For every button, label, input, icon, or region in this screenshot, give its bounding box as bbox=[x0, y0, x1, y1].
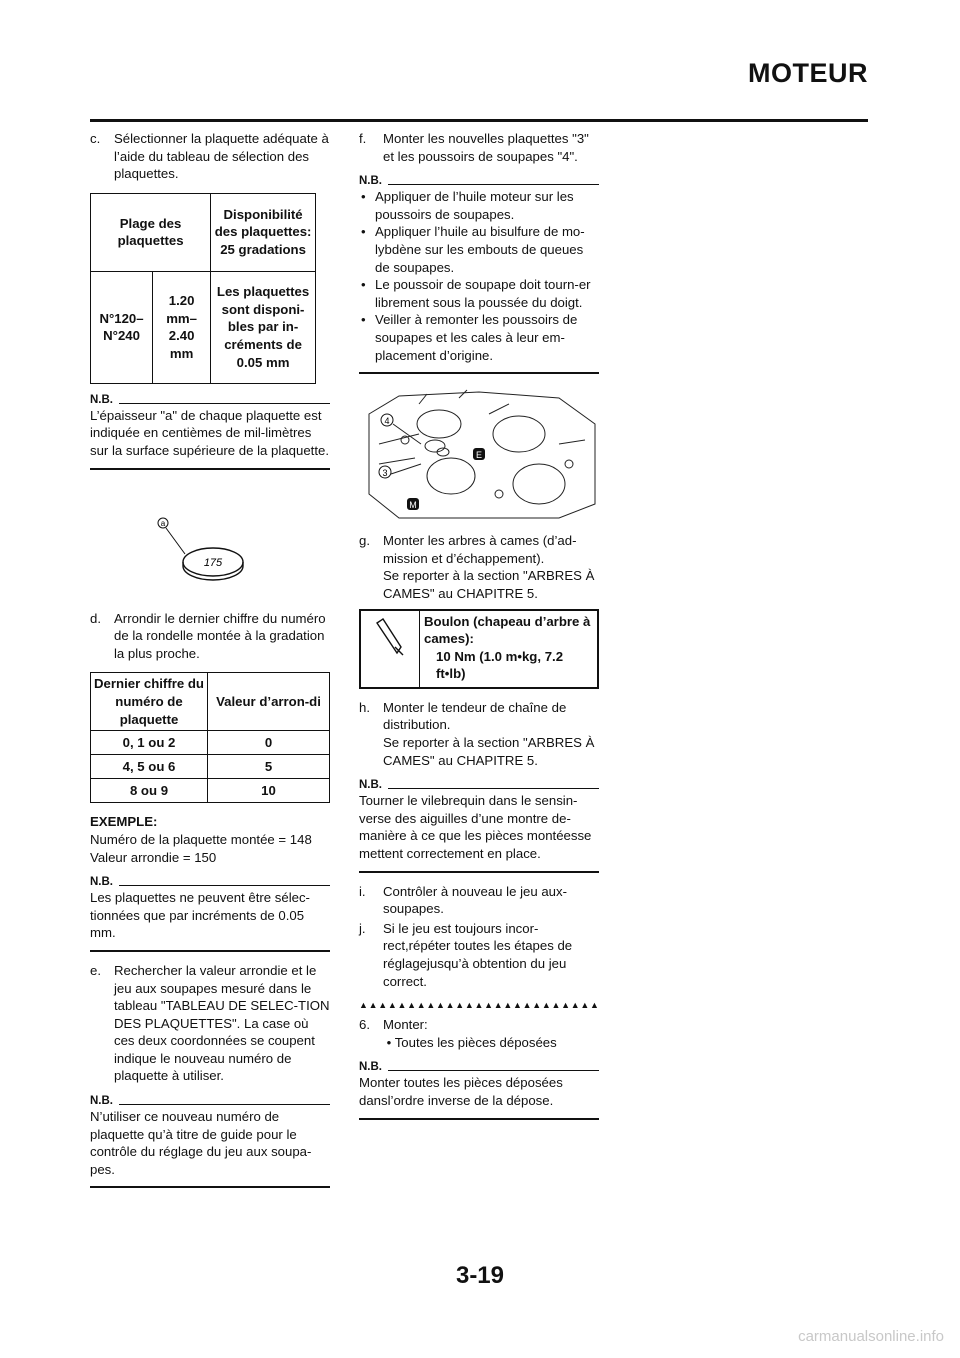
step-h bbox=[359, 699, 599, 769]
step-text: Rechercher la valeur arrondie et le jeu aux soupapes mesuré dans le tableau "TABLEAU DE SELEC-TION DES PLAQUETTES". La case où ces deux coordonnées se coupent indique le nouveau numéro de plaquette à utiliser. bbox=[114, 962, 330, 1084]
step-text: Monter le tendeur de chaîne de distribution. bbox=[383, 699, 567, 733]
step-label: 6. bbox=[359, 1017, 370, 1033]
step-c bbox=[90, 130, 330, 183]
step-text: Contrôler à nouveau le jeu aux-soupapes. bbox=[383, 883, 568, 917]
list-item: • Veiller à remonter les poussoirs de soupapes et les cales à leur em-placement d’origine. bbox=[361, 312, 578, 363]
rounding-table bbox=[90, 672, 330, 803]
table-header-digit: Dernier chiffre du numéro de plaquette bbox=[91, 673, 208, 731]
note-text: L’épaisseur "a" de chaque plaquette est indiquée en centièmes de mil-limètres sur la surface supérieure de la plaquette. bbox=[90, 406, 330, 470]
step-reference: Se reporter à la section "ARBRES À CAMES" au CHAPITRE 5. bbox=[383, 735, 595, 768]
table-header-rounding: Valeur d’arron-di bbox=[208, 673, 330, 731]
step-text: Arrondir le dernier chiffre du numéro de la rondelle montée à la gradation la plus proche. bbox=[114, 610, 326, 661]
step-text: Monter les nouvelles plaquettes "3" et les poussoirs de soupapes "4". bbox=[383, 131, 589, 164]
oil-mark-e: E bbox=[475, 450, 483, 461]
note-label: N.B. bbox=[90, 876, 113, 889]
note-text: N’utiliser ce nouveau numéro de plaquette qu’à titre de guide pour le contrôle du réglage du jeu aux soupa-pes. bbox=[90, 1107, 330, 1188]
list-item: • Appliquer de l’huile moteur sur les poussoirs de soupapes. bbox=[361, 189, 574, 222]
example-block bbox=[90, 813, 330, 866]
torque-spec-box bbox=[359, 609, 599, 689]
step-i bbox=[359, 883, 599, 918]
shim-callout: a bbox=[160, 518, 166, 528]
step-label: c. bbox=[90, 131, 101, 146]
step-label: e. bbox=[90, 962, 101, 978]
table-cell-digit: 4, 5 ou 6 bbox=[91, 755, 208, 779]
table-cell-digit: 0, 1 ou 2 bbox=[91, 731, 208, 755]
note-4 bbox=[359, 175, 599, 374]
step-g bbox=[359, 532, 599, 602]
step-reference: Se reporter à la section "ARBRES À CAMES" au CHAPITRE 5. bbox=[383, 568, 595, 601]
note-label: N.B. bbox=[359, 1061, 382, 1074]
left-column bbox=[90, 130, 330, 1198]
shim-illustration bbox=[90, 480, 330, 610]
step-j bbox=[359, 920, 599, 990]
shim-availability-table bbox=[90, 193, 316, 384]
callout-4: 4 bbox=[384, 416, 390, 427]
step-text: Monter: bbox=[383, 1017, 428, 1033]
right-column bbox=[359, 130, 599, 1130]
example-title: EXEMPLE: bbox=[90, 814, 158, 830]
table-cell-size: 1.20 mm– 2.40 mm bbox=[153, 271, 211, 383]
step-6 bbox=[359, 1016, 599, 1051]
note-label: N.B. bbox=[359, 175, 382, 188]
table-cell-digit: 8 ou 9 bbox=[91, 779, 208, 803]
step-label: i. bbox=[359, 883, 366, 899]
step-label: f. bbox=[359, 131, 367, 146]
table-row bbox=[91, 779, 330, 803]
step-f bbox=[359, 130, 599, 165]
shim-number: 175 bbox=[203, 556, 223, 569]
step-text: Monter les arbres à cames (d’ad-mission et d’échappement). bbox=[383, 533, 577, 566]
page-title: MOTEUR bbox=[748, 58, 868, 88]
note-text: Tourner le vilebrequin dans le sensin-verse des aiguilles d’une montre de-manière à ce que les pièces montéesse mettent correctement en place. bbox=[359, 791, 599, 872]
page-number: 3-19 bbox=[455, 1262, 505, 1289]
header-rule bbox=[90, 119, 868, 122]
note-label: N.B. bbox=[359, 779, 382, 792]
table-row bbox=[91, 731, 330, 755]
note-text: Monter toutes les pièces déposées dansl’ordre inverse de la dépose. bbox=[359, 1073, 599, 1119]
table-cell-value: 0 bbox=[208, 731, 330, 755]
table-cell-range: N°120– N°240 bbox=[91, 271, 153, 383]
torque-label: Boulon (chapeau d’arbre à cames): bbox=[424, 613, 591, 647]
note-label: N.B. bbox=[90, 393, 113, 406]
note-label: N.B. bbox=[90, 1095, 113, 1108]
note-2 bbox=[90, 876, 330, 952]
callout-3: 3 bbox=[382, 468, 388, 479]
engine-drawing bbox=[359, 384, 599, 522]
list-item: • Toutes les pièces déposées bbox=[383, 1034, 557, 1050]
list-item: • Le poussoir de soupape doit tourn-er librement sous la poussée du doigt. bbox=[361, 277, 591, 310]
end-of-procedure-marker: ▲ ▲ ▲ ▲ ▲ ▲ ▲ ▲ ▲ ▲ ▲ ▲ ▲ ▲ ▲ ▲ ▲ ▲ ▲ ▲ ▲ ▲ ▲ ▲ ▲ bbox=[359, 1000, 599, 1011]
table-cell-availability: Les plaquettes sont disponi-bles par in-créments de 0.05 mm bbox=[211, 271, 316, 383]
shim-drawing bbox=[90, 480, 330, 610]
note-text: Les plaquettes ne peuvent être sélec-tionnées que par incréments de 0.05 mm. bbox=[90, 888, 330, 952]
step-label: g. bbox=[359, 533, 370, 549]
engine-illustration bbox=[359, 384, 599, 522]
table-cell-value: 10 bbox=[208, 779, 330, 803]
oil-mark-m: M bbox=[409, 500, 417, 511]
table-header-range: Plage des plaquettes bbox=[91, 193, 211, 271]
note-5 bbox=[359, 779, 599, 872]
table-cell-value: 5 bbox=[208, 755, 330, 779]
step-e bbox=[90, 962, 330, 1085]
table-header-availability: Disponibilité des plaquettes: 25 gradations bbox=[211, 193, 316, 271]
example-line: Numéro de la plaquette montée = 148 bbox=[90, 831, 312, 847]
table-row bbox=[91, 755, 330, 779]
note-6 bbox=[359, 1061, 599, 1119]
step-label: j. bbox=[359, 920, 366, 936]
note-bullets bbox=[359, 188, 599, 364]
note-3 bbox=[90, 1095, 330, 1188]
watermark: carmanualsonline.info bbox=[798, 1328, 944, 1345]
step-d bbox=[90, 610, 330, 663]
step-text: Si le jeu est toujours incor-rect,répéter toutes les étapes de réglagejusqu’à obtention du jeu correct. bbox=[383, 920, 573, 989]
wrench-icon bbox=[361, 611, 420, 687]
step-label: d. bbox=[90, 610, 101, 626]
step-label: h. bbox=[359, 699, 370, 715]
step-text: Sélectionner la plaquette adéquate à l’aide du tableau de sélection des plaquettes. bbox=[114, 131, 329, 182]
note-1 bbox=[90, 394, 330, 470]
torque-value: 10 Nm (1.0 m•kg, 7.2 ft•lb) bbox=[436, 648, 564, 682]
example-line: Valeur arrondie = 150 bbox=[90, 849, 217, 865]
list-item: • Appliquer l’huile au bisulfure de mo-lybdène sur les embouts de queues de soupapes. bbox=[361, 224, 585, 275]
